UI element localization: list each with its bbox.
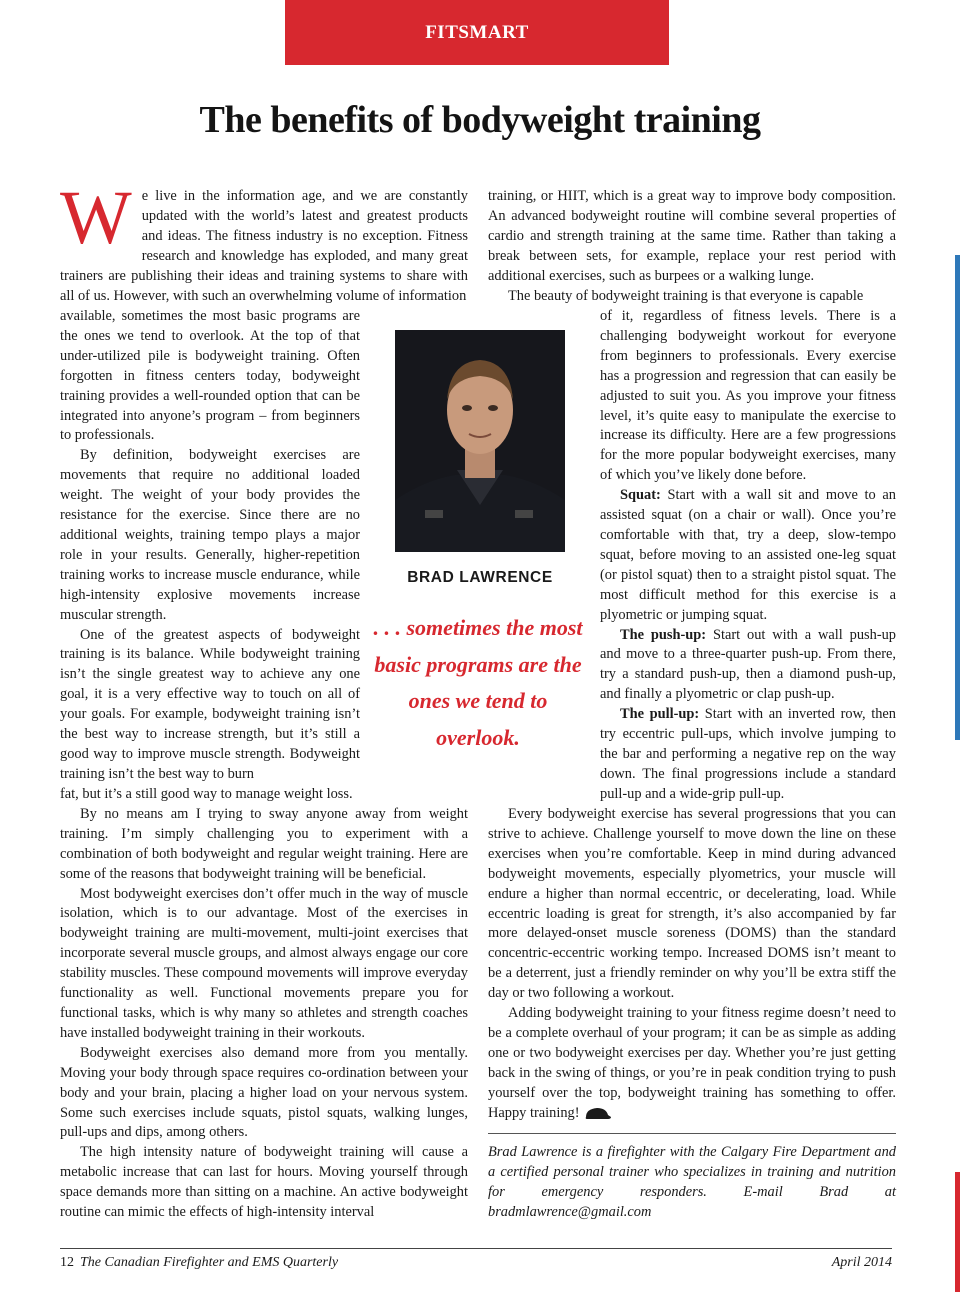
- paragraph-isolation: Most bodyweight exercises don’t offer much in the way of muscle isolation, which is to our advantage. Most of the exercises in bodyweight training are multi-movement, multi-joint exercises that incorporate several muscle groups, and almost always engage our core stability muscles. These compound movements will improve everyday functionality as well. Functional movements prepare you for functional tasks, which is why many so athletes and strength coaches have installed bodyweight training in their workouts.: [60, 885, 468, 1041]
- section-label: FITSMART: [425, 21, 529, 43]
- article-title: The benefits of bodyweight training: [199, 99, 761, 141]
- edge-accent-blue: [955, 255, 960, 740]
- paragraph-continued: training, or HIIT, which is a great way to improve body composition. An advanced bodyweight routine will combine several properties of cardio and strength training at the same time. Rather than taking a break between sets, for example, replace your rest period with additional exercises, such as burpees or a walking lunge.: [488, 188, 896, 284]
- paragraph-weight-training: By no means am I trying to sway anyone away from weight training. I’m simply challenging you to experiment with a combination of both bodyweight and regular weight training. Here are some of the reasons that bodyweight training will be beneficial.: [60, 805, 468, 882]
- paragraph-pullup: [600, 705, 896, 805]
- pullup-label: The pull-up:: [620, 706, 700, 723]
- paragraph-conclusion: [488, 1004, 896, 1123]
- left-column-bottom: [60, 785, 468, 1223]
- right-column-middle: [600, 307, 896, 805]
- footer-divider: [60, 1248, 892, 1249]
- pushup-text: Start out with a wall push-up and move to a three-quarter push-up. From there, try a standard push-up, then a diamond push-up, and finally a plyometric or clap push-up.: [600, 626, 896, 703]
- drop-cap: W: [60, 176, 132, 260]
- paragraph-beauty: The beauty of bodyweight training is that everyone is capable: [508, 287, 864, 304]
- paragraph-intro: [60, 176, 468, 306]
- left-column-top: [60, 176, 468, 306]
- pullup-text: Start with an inverted row, then try eccentric pull-ups, which involve jumping to the bar and performing a negative rep on the way down. The final progressions include a standard pull-up and a wide-grip pull-up.: [600, 706, 896, 802]
- author-bio: Brad Lawrence is a firefighter with the Calgary Fire Department and a certified personal trainer who specializes in training and nutrition for emergency responders. E-mail Brad at bradmlawrence@gmail.com: [488, 1144, 896, 1220]
- author-portrait-icon: [395, 330, 565, 552]
- photo-caption: BRAD LAWRENCE: [407, 569, 553, 586]
- firefighter-helmet-icon: [584, 1106, 612, 1120]
- right-column-top: [488, 187, 896, 306]
- paragraph-continued: fat, but it’s a still good way to manage weight loss.: [60, 786, 353, 802]
- paragraph-continued: available, sometimes the most basic programs are the ones we tend to overlook. At the top of that under-utilized pile is bodyweight training. Often forgotten in fitness centers today, bodyweight training provides a well-rounded option that can be integrated into anyone’s program – from beginners to professionals.: [60, 308, 360, 444]
- paragraph-continued: of it, regardless of fitness levels. There is a challenging bodyweight workout for everyone from beginners to professionals. Every exercise has a progression and regression that can easily be adjusted to suit you. As you improve your fitness level, it’s quite easy to manipulate the exercise to increase its difficulty. Here are a few progressions for the more popular bodyweight exercises, many of which you’ve likely done before.: [600, 308, 896, 484]
- publication-name: The Canadian Firefighter and EMS Quarterly: [80, 1255, 339, 1270]
- edge-accent-red: [955, 1172, 960, 1292]
- paragraph-squat: [600, 486, 896, 625]
- footer-date: April 2014: [831, 1255, 892, 1270]
- bio-divider: [488, 1133, 896, 1134]
- author-photo: [395, 330, 565, 552]
- paragraph-intensity: The high intensity nature of bodyweight training will cause a metabolic increase that can last for hours. Moving yourself through space demands more than sitting on a machine. An active bodyweight routine can mimic the effects of high-intensity interval: [60, 1144, 468, 1221]
- squat-label: Squat:: [620, 487, 661, 504]
- paragraph-mental: Bodyweight exercises also demand more from you mentally. Moving your body through space requires co-ordination between your body and your brain, placing a higher load on your nervous system. Some such exercises include squats, pistol squats, walking lunges, pull-ups and dips, among others.: [60, 1044, 468, 1141]
- right-column-bottom: [488, 805, 896, 1124]
- paragraph-text: e live in the information age, and we are constantly updated with the world’s latest and greatest products and ideas. The fitness industry is no exception. Fitness research and knowledge has exploded, and many great trainers are publishing their ideas and training systems to share with all of us. However, with such an overwhelming volume of information: [60, 188, 468, 304]
- left-column-middle: [60, 307, 360, 785]
- footer-publication: [60, 1255, 338, 1271]
- pushup-label: The push-up:: [620, 626, 707, 643]
- conclusion-text: Adding bodyweight training to your fitness regime doesn’t need to be a complete overhaul of your program; it can be as simple as adding one or two bodyweight exercises per day. Whether you’re just getting back in the swing of things, or you’re in peak condition trying to push yourself over the top, bodyweight training has something to offer. Happy training!: [488, 1005, 896, 1121]
- paragraph-progressions: Every bodyweight exercise has several progressions that you can strive to achieve. Challenge yourself to move down the line on these exercises when you’re comfortable. Keep in mind during advanced bodyweight movements, especially plyometrics, your muscle will endure a higher than normal eccentric, or decelerating, load. While eccentric loading is great for strength, it’s also accompanied by far more delayed-onset muscle soreness (DOMS) than the standard concentric-eccentric working tempo. Increased DOMS isn’t meant to be a deterrent, just a friendly reminder on why you’ll be extra stiff the day or two following a workout.: [488, 806, 896, 1002]
- squat-text: Start with a wall sit and move to an assisted squat (on a chair or wall). Once you’re comfortable with that, try a deep, slow-tempo squat, before moving to an assisted one-leg squat (or pistol squat) then to a straight pistol squat. The most difficult method for this exercise is a plyometric or jumping squat.: [600, 487, 896, 623]
- page-number: 12: [60, 1255, 74, 1270]
- section-banner: [285, 0, 669, 65]
- paragraph-definition: By definition, bodyweight exercises are movements that require no additional loaded weight. The weight of your body provides the resistance for the exercise. Since there are no additional weights, training tempo plays a major role in your results. Generally, higher-repetition training works to increase muscle endurance, while high-intensity explosive movements increase muscular strength.: [60, 447, 360, 623]
- pull-quote: . . . sometimes the most basic programs are the ones we tend to overlook.: [373, 615, 583, 750]
- paragraph-balance: One of the greatest aspects of bodyweight training is its balance. While bodyweight training isn’t the single greatest way to achieve any one goal, it is a very effective way to touch on all of your goals. For example, bodyweight training isn’t the best way to increase strength, but it’s still a good way to improve muscle strength. Bodyweight training isn’t the best way to burn: [60, 626, 360, 782]
- paragraph-pushup: [600, 626, 896, 706]
